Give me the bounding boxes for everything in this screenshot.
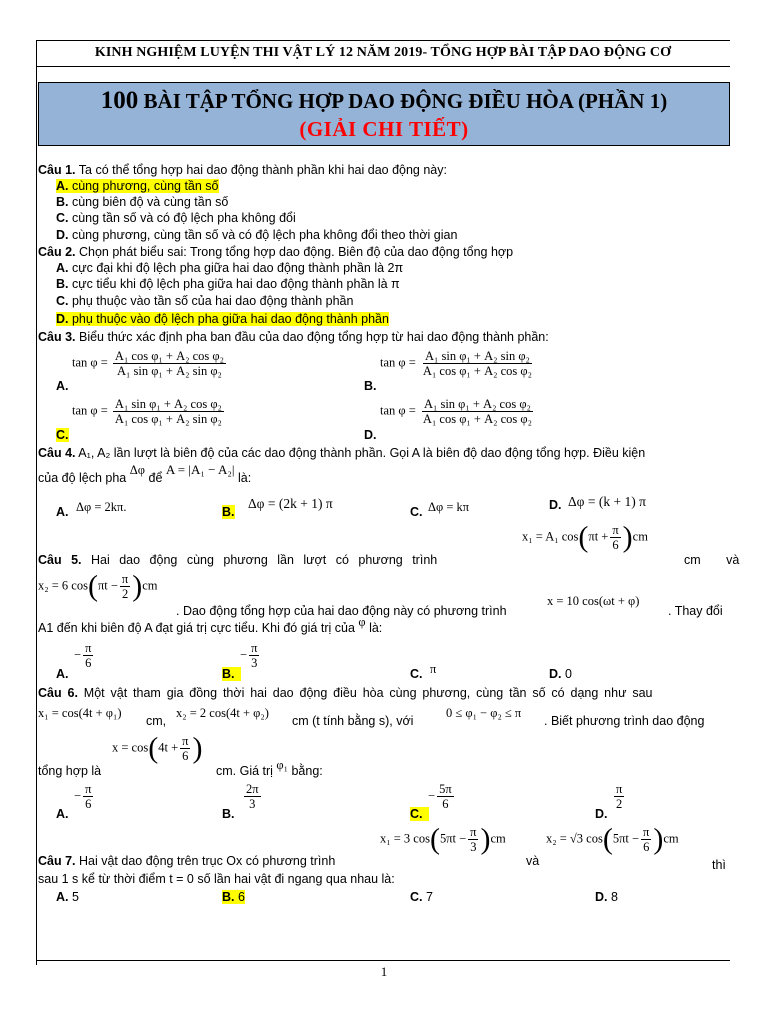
q5-x2-formula: x₂ = 6 cos(πt − $\frac{\pi}{2}$ )cm (38, 569, 158, 603)
question-3 (38, 329, 549, 345)
question-5 (38, 552, 437, 568)
option-text: phụ thuộc vào độ lệch pha giữa hai dao động thành phần (68, 312, 389, 326)
formula-lhs: x₂ = √3 cos (546, 831, 603, 846)
q5-line-3 (38, 615, 383, 636)
question-label: Câu 7. (38, 854, 76, 868)
question-text: Hai dao động cùng phương lần lượt có phương trình (81, 553, 438, 567)
sign: − (74, 788, 82, 803)
denominator: 3 (251, 656, 258, 670)
fraction (421, 397, 534, 426)
denominator: 2 (616, 797, 623, 811)
q4-option-b[interactable] (222, 504, 235, 520)
q4-option-d[interactable] (549, 497, 562, 513)
question-label: Câu 1. (38, 163, 76, 177)
q5-x1-formula: x₁ = A₁ cos(πt + $\frac{\pi}{6}$ )cm (522, 520, 648, 554)
q7-and: và (526, 854, 540, 868)
q4-option-b-formula: Δφ = (2k + 1) π (248, 496, 333, 511)
q6-option-a-formula (74, 782, 95, 811)
question-label: Câu 3. (38, 330, 76, 344)
title-number: 100 (100, 87, 139, 114)
numerator: A₁ sin φ₁ + A₂ sin φ₂ (425, 349, 530, 363)
option-text: cùng phương, cùng tần số và có độ lệch pha không đổi theo thời gian (68, 228, 458, 242)
option-text: 6 (234, 890, 245, 904)
q2-option-b[interactable] (56, 276, 400, 292)
q1-option-d[interactable] (56, 227, 457, 243)
numerator: 5π (439, 782, 452, 796)
option-letter: C. (410, 667, 423, 681)
q5-option-b[interactable] (222, 666, 241, 682)
unit: cm (142, 578, 158, 593)
fraction (641, 825, 651, 854)
q7-x1-formula: x₁ = 3 cos(5πt − $\frac{\pi}{3}$ )cm (380, 822, 506, 856)
option-text: 7 (422, 890, 433, 904)
question-2 (38, 244, 513, 260)
q5-option-c[interactable] (410, 666, 423, 682)
title-text: BÀI TẬP TỔNG HỢP DAO ĐỘNG ĐIỀU HÒA (PHẦN 1) (138, 89, 668, 113)
fraction (468, 825, 478, 854)
denominator: 3 (249, 797, 256, 811)
footer-rule (36, 960, 730, 961)
unit: cm (632, 529, 648, 544)
formula-lhs: x₁ = 3 cos (380, 831, 430, 846)
option-text: cùng tần số và có độ lệch pha không đổi (68, 211, 296, 225)
denominator: A₁ sin φ₁ + A₂ sin φ₂ (117, 364, 222, 378)
running-head: KINH NGHIỆM LUYỆN THI VẬT LÝ 12 NĂM 2019- TỔNG HỢP BÀI TẬP DAO ĐỘNG CƠ (94, 45, 672, 60)
q6-unit-1: cm, (146, 714, 167, 728)
q6-tail: . Biết phương trình dao động (544, 714, 705, 728)
condition-formula: A = |A₁ − A₂| (165, 462, 235, 477)
q3-option-c-letter[interactable] (56, 427, 69, 443)
denominator: 6 (612, 538, 619, 552)
option-text: 5 (68, 890, 79, 904)
unit: cm (663, 831, 679, 846)
fraction (180, 734, 190, 763)
fraction (249, 641, 259, 670)
option-text: cùng biên độ và cùng tần số (68, 195, 229, 209)
option-letter: C. (410, 505, 423, 519)
option-letter: D. (595, 890, 608, 904)
q6-x-formula: x = cos(4t + $\frac{\pi}{6}$ ) (112, 731, 203, 765)
q3-option-d-formula (380, 397, 536, 426)
q1-option-c[interactable] (56, 210, 296, 226)
q5-option-b-formula (240, 641, 261, 670)
q7-option-b[interactable] (222, 889, 245, 905)
option-text: cùng phương, cùng tần số (68, 179, 219, 193)
q6-line-2a: tổng hợp là (38, 764, 102, 778)
option-letter: D. (364, 428, 377, 442)
q5-x-formula: x = 10 cos(ωt + φ) (547, 594, 640, 608)
numerator: π (121, 572, 129, 586)
q4-option-d-formula: Δφ = (k + 1) π (568, 494, 646, 509)
option-text: cực đại khi độ lệch pha giữa hai dao động thành phần là 2π (68, 261, 404, 275)
numerator: π (470, 825, 477, 839)
option-letter: A. (56, 667, 69, 681)
denominator: 2 (121, 587, 129, 601)
q6-option-d[interactable] (595, 806, 608, 822)
option-letter: B. (56, 195, 69, 209)
numerator: 2π (246, 782, 259, 796)
formula-lhs: tan φ = (380, 355, 416, 370)
answer-highlight (222, 667, 241, 681)
q5-option-c-formula: π (430, 662, 437, 676)
answer-highlight (222, 890, 245, 904)
q4-option-c-formula: Δφ = kπ (428, 500, 470, 514)
text: để (145, 471, 166, 485)
unit: cm (490, 831, 506, 846)
denominator: A₁ cos φ₁ + A₂ sin φ₂ (114, 412, 222, 426)
option-letter: B. (222, 807, 235, 821)
denominator: 3 (470, 840, 477, 854)
option-text: cực tiểu khi độ lệch pha giữa hai dao động thành phần là π (68, 277, 400, 291)
left-margin-rule (36, 40, 37, 965)
q6-option-b-formula (242, 782, 263, 811)
option-letter: A. (56, 505, 69, 519)
q3-option-a-formula (72, 349, 228, 378)
q3-option-a-letter[interactable] (56, 378, 69, 394)
q5-option-d[interactable] (549, 666, 572, 682)
option-letter: C. (410, 807, 423, 821)
formula-inner: 5πt − (612, 831, 640, 846)
q7-x2-formula: x₂ = √3 cos(5πt − $\frac{\pi}{6}$ )cm (546, 822, 679, 856)
answer-highlight (410, 807, 429, 821)
q5-tail-1: cm và (684, 553, 740, 567)
fraction (421, 349, 534, 378)
title-line-1 (39, 87, 729, 115)
formula-lhs: tan φ = (72, 355, 108, 370)
answer-highlight (56, 312, 389, 326)
option-text: 0 (561, 667, 572, 681)
q3-option-c-formula (72, 397, 226, 426)
option-letter: A. (56, 179, 69, 193)
header-top-rule (36, 40, 730, 41)
numerator: π (85, 782, 92, 796)
option-text: 8 (607, 890, 618, 904)
text: bằng: (288, 764, 323, 778)
formula-lhs: x = cos (112, 740, 149, 755)
q6-option-c[interactable] (410, 806, 429, 822)
q5-tail-2: . Thay đổi (668, 604, 723, 618)
question-label: Câu 4. (38, 446, 76, 460)
option-letter: D. (549, 667, 562, 681)
option-letter: C. (56, 428, 69, 442)
q1-option-b[interactable] (56, 194, 228, 210)
option-letter: D. (56, 312, 69, 326)
q4-option-a-formula: Δφ = 2kπ. (76, 500, 127, 514)
numerator: A₁ sin φ₁ + A₂ cos φ₂ (423, 397, 531, 411)
fraction (83, 641, 93, 670)
q6-x2-formula: x₂ = 2 cos(4t + φ₂) (176, 706, 269, 720)
text: cm. Giá trị (216, 764, 277, 778)
q3-option-b-letter[interactable] (364, 378, 377, 394)
q6-range: 0 ≤ φ₁ − φ₂ ≤ π (446, 706, 522, 720)
q6-option-d-formula (612, 782, 626, 811)
option-text: phụ thuộc vào tần số của hai dao động thành phần (68, 294, 354, 308)
option-letter: A. (56, 379, 69, 393)
answer-highlight (56, 179, 219, 193)
q4-option-c[interactable] (410, 504, 423, 520)
question-label: Câu 5. (38, 553, 82, 567)
fraction (120, 572, 130, 601)
numerator: π (612, 523, 619, 537)
text: A1 đến khi biên độ A đạt giá trị cực tiểu. Khi đó giá trị của (38, 621, 359, 635)
answer-highlight (222, 505, 235, 519)
option-letter: D. (595, 807, 608, 821)
option-letter: B. (56, 277, 69, 291)
q1-option-a[interactable] (56, 178, 219, 194)
text: là: (365, 621, 383, 635)
option-letter: C. (56, 211, 69, 225)
fraction (244, 782, 261, 811)
q6-option-b[interactable] (222, 806, 235, 822)
q6-line-2b (216, 758, 323, 779)
numerator: π (616, 782, 623, 796)
question-label: Câu 2. (38, 245, 76, 259)
fraction (113, 349, 226, 378)
formula-lhs: x₁ = A₁ cos (522, 529, 579, 544)
denominator: 6 (182, 749, 189, 763)
title-line-2: (GIẢI CHI TIẾT) (299, 117, 469, 141)
fraction (437, 782, 454, 811)
q3-option-b-formula (380, 349, 536, 378)
q2-option-c[interactable] (56, 293, 353, 309)
fraction (610, 523, 620, 552)
q2-option-a[interactable] (56, 260, 403, 276)
text: của độ lệch pha (38, 471, 130, 485)
question-text: Chọn phát biểu sai: Trong tổng hợp dao động. Biên độ của dao động tổng hợp (75, 245, 514, 259)
text: là: (234, 471, 252, 485)
formula-inner: πt + (588, 529, 609, 544)
question-7 (38, 853, 335, 869)
denominator: A₁ cos φ₁ + A₂ cos φ₂ (422, 412, 532, 426)
header-bottom-rule (36, 66, 730, 67)
question-text: Ta có thể tổng hợp hai dao động thành phần khi hai dao động này: (75, 163, 447, 177)
question-text: Một vật tham gia đồng thời hai dao động điều hòa cùng phương, cùng tần số có dạng như sau (77, 686, 653, 700)
page-number: 1 (380, 964, 388, 979)
title-box (38, 82, 730, 146)
sign: − (428, 788, 436, 803)
fraction (83, 782, 93, 811)
numerator: π (85, 641, 92, 655)
denominator: 6 (85, 797, 92, 811)
q7-tail: thì (712, 858, 726, 872)
formula-inner: πt − (97, 578, 118, 593)
question-7-line-2: sau 1 s kể từ thời điểm t = 0 số lần hai vật đi ngang qua nhau là: (38, 872, 395, 886)
q6-option-a[interactable] (56, 806, 69, 822)
option-letter: B. (222, 667, 235, 681)
q5-line-2: . Dao động tổng hợp của hai dao động này có phương trình (176, 604, 507, 618)
q5-option-a-formula (74, 641, 95, 670)
q2-option-d[interactable] (56, 311, 389, 327)
denominator: 6 (643, 840, 650, 854)
denominator: 6 (85, 656, 92, 670)
option-letter: C. (410, 890, 423, 904)
numerator: π (182, 734, 189, 748)
q5-option-a[interactable] (56, 666, 69, 682)
numerator: A₁ sin φ₁ + A₂ cos φ₂ (114, 397, 222, 411)
q4-option-a[interactable] (56, 504, 69, 520)
phi-1: φ₁ (276, 758, 288, 772)
answer-highlight (56, 428, 69, 442)
q7-option-c[interactable] (410, 889, 433, 905)
phi: φ (358, 615, 366, 629)
option-letter: D. (56, 228, 69, 242)
question-label: Câu 6. (38, 686, 78, 700)
denominator: A₁ cos φ₁ + A₂ cos φ₂ (422, 364, 532, 378)
option-letter: C. (56, 294, 69, 308)
question-text: Biểu thức xác định pha ban đầu của dao động tổng hợp từ hai dao động thành phần: (75, 330, 549, 344)
formula-lhs: tan φ = (72, 403, 108, 418)
formula-inner: 4t + (158, 740, 179, 755)
question-1 (38, 162, 447, 178)
denominator: 6 (442, 797, 449, 811)
option-letter: A. (56, 261, 69, 275)
sign: − (240, 647, 248, 662)
q6-x1-formula: x₁ = cos(4t + φ₁) (38, 706, 122, 720)
numerator: π (251, 641, 258, 655)
question-4-line-2 (38, 462, 252, 486)
q7-option-a[interactable] (56, 889, 79, 905)
sign: − (74, 647, 82, 662)
q3-option-d-letter[interactable] (364, 427, 377, 443)
formula-inner: 5πt − (439, 831, 467, 846)
q7-option-d[interactable] (595, 889, 618, 905)
fraction (614, 782, 624, 811)
q6-mid: cm (t tính bằng s), với (292, 714, 414, 728)
formula-lhs: tan φ = (380, 403, 416, 418)
option-letter: A. (56, 807, 69, 821)
numerator: π (643, 825, 650, 839)
delta-phi: Δφ (129, 463, 146, 477)
option-letter: B. (222, 505, 235, 519)
q6-option-c-formula (428, 782, 456, 811)
question-text: A₁, A₂ lần lượt là biên độ của các dao động thành phần. Gọi A là biên độ dao động tổng hợp. Điều kiện (75, 446, 646, 460)
option-letter: D. (549, 498, 562, 512)
option-letter: A. (56, 890, 69, 904)
question-text: Hai vật dao động trên trục Ox có phương trình (75, 854, 336, 868)
formula-lhs: x₂ = 6 cos (38, 578, 88, 593)
fraction (113, 397, 224, 426)
question-6 (38, 685, 652, 701)
numerator: A₁ cos φ₁ + A₂ cos φ₂ (114, 349, 224, 363)
option-letter: B. (222, 890, 235, 904)
option-letter: B. (364, 379, 377, 393)
question-4 (38, 445, 645, 461)
